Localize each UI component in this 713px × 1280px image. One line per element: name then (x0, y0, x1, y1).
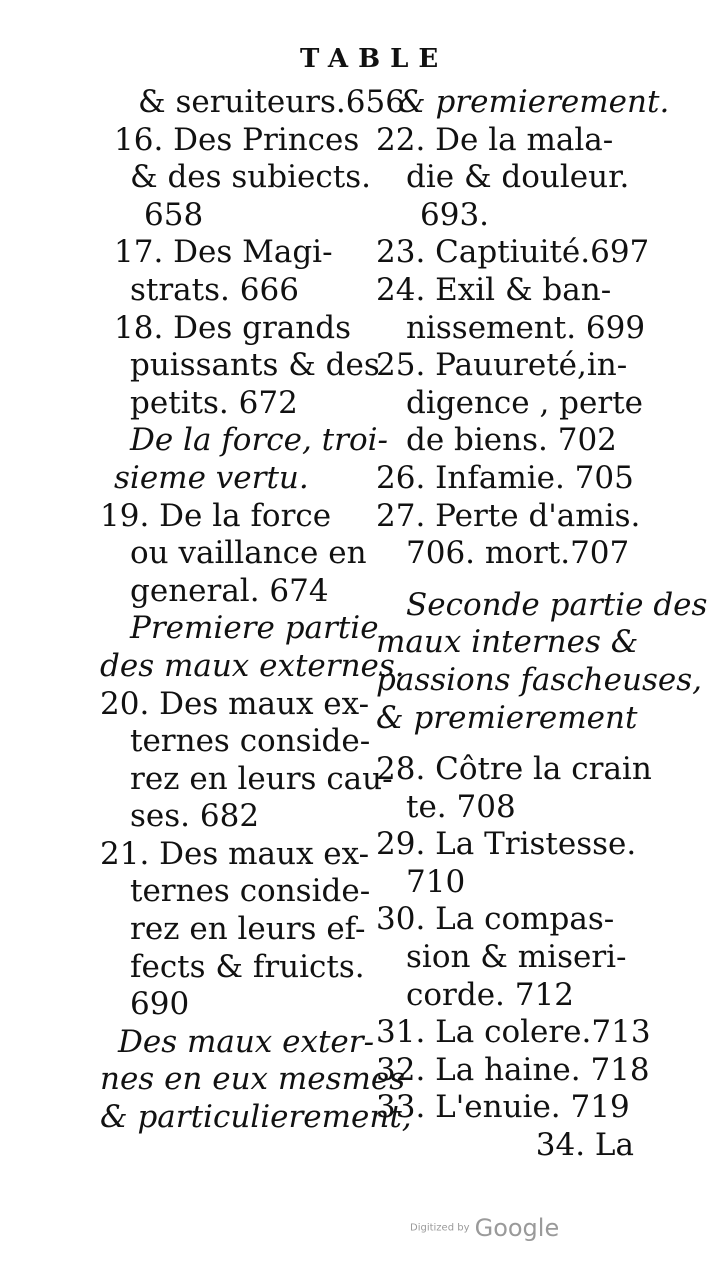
spacer (376, 573, 646, 587)
index-line: ternes conside- (130, 873, 371, 910)
google-wordmark: Google (474, 1214, 560, 1242)
index-line: 24. Exil & ban- (376, 271, 612, 308)
section-heading: maux internes & (376, 624, 639, 661)
index-line: ou vaillance en (130, 535, 367, 572)
index-line: strats. 666 (130, 271, 299, 308)
index-line: 25. Pauureté,in- (376, 347, 628, 384)
index-line: 16. Des Princes (114, 121, 360, 158)
index-line: ses. 682 (130, 798, 260, 835)
running-head: TABLE (300, 44, 449, 74)
digitization-watermark (410, 1214, 570, 1242)
index-line: fects & fruicts. (130, 948, 365, 985)
section-heading: sieme vertu. (114, 459, 309, 496)
index-column-right (376, 84, 708, 1165)
index-line: sion & miseri- (406, 939, 627, 976)
section-heading: Seconde partie des (406, 586, 708, 623)
index-line: 17. Des Magi- (114, 234, 333, 271)
index-line: die & douleur. (406, 159, 630, 196)
index-line: 32. La haine. 718 (376, 1051, 650, 1088)
index-line: digence , perte (406, 384, 643, 421)
index-line: 27. Perte d'amis. (376, 497, 641, 534)
index-column-left (100, 84, 412, 1137)
section-heading: passions fascheuses, (376, 661, 702, 698)
index-line: petits. 672 (130, 384, 298, 421)
watermark-prefix: Digitized by (410, 1222, 470, 1234)
section-heading: & premierement (376, 699, 638, 736)
section-heading: Des maux exter- (118, 1023, 375, 1060)
index-line: de biens. 702 (406, 422, 617, 459)
index-line: 29. La Tristesse. (376, 826, 637, 863)
index-line: 33. L'enuie. 719 (376, 1089, 630, 1126)
index-line: 21. Des maux ex- (100, 835, 370, 872)
index-line: 690 (130, 986, 190, 1023)
index-line: 658 (144, 196, 204, 233)
index-line: & seruiteurs.656 (138, 84, 405, 120)
index-line: 20. Des maux ex- (100, 685, 370, 722)
index-line: rez en leurs ef- (130, 911, 366, 948)
index-line: 30. La compas- (376, 901, 615, 938)
index-line: 22. De la mala- (376, 121, 614, 158)
section-heading: nes en eux mesmes (100, 1061, 406, 1098)
catchword: 34. La (535, 1127, 634, 1164)
index-line: 28. Côtre la crain (376, 751, 652, 788)
section-heading: De la force, troi- (130, 422, 389, 459)
index-line: te. 708 (406, 788, 516, 825)
index-line: 26. Infamie. 705 (376, 459, 634, 496)
index-line: 693. (420, 196, 490, 233)
section-heading: & particulierement, (100, 1099, 412, 1136)
section-heading: & premierement. (398, 84, 670, 120)
index-line: puissants & des (130, 347, 380, 384)
index-line: corde. 712 (406, 976, 574, 1013)
index-line: rez en leurs cau- (130, 760, 393, 797)
index-line: 23. Captiuité.697 (376, 234, 650, 271)
index-line: 710 (406, 863, 466, 900)
section-heading: des maux externes. (100, 647, 405, 684)
index-line: 19. De la force (100, 497, 332, 534)
index-line: 706. mort.707 (406, 535, 630, 572)
index-line: 18. Des grands (114, 309, 351, 346)
index-line: ternes conside- (130, 723, 371, 760)
index-line: & des subiects. (130, 159, 371, 196)
index-line: general. 674 (130, 572, 329, 609)
section-heading: Premiere partie (130, 610, 379, 647)
index-line: 31. La colere.713 (376, 1014, 651, 1051)
index-line: nissement. 699 (406, 309, 646, 346)
spacer (376, 737, 646, 751)
